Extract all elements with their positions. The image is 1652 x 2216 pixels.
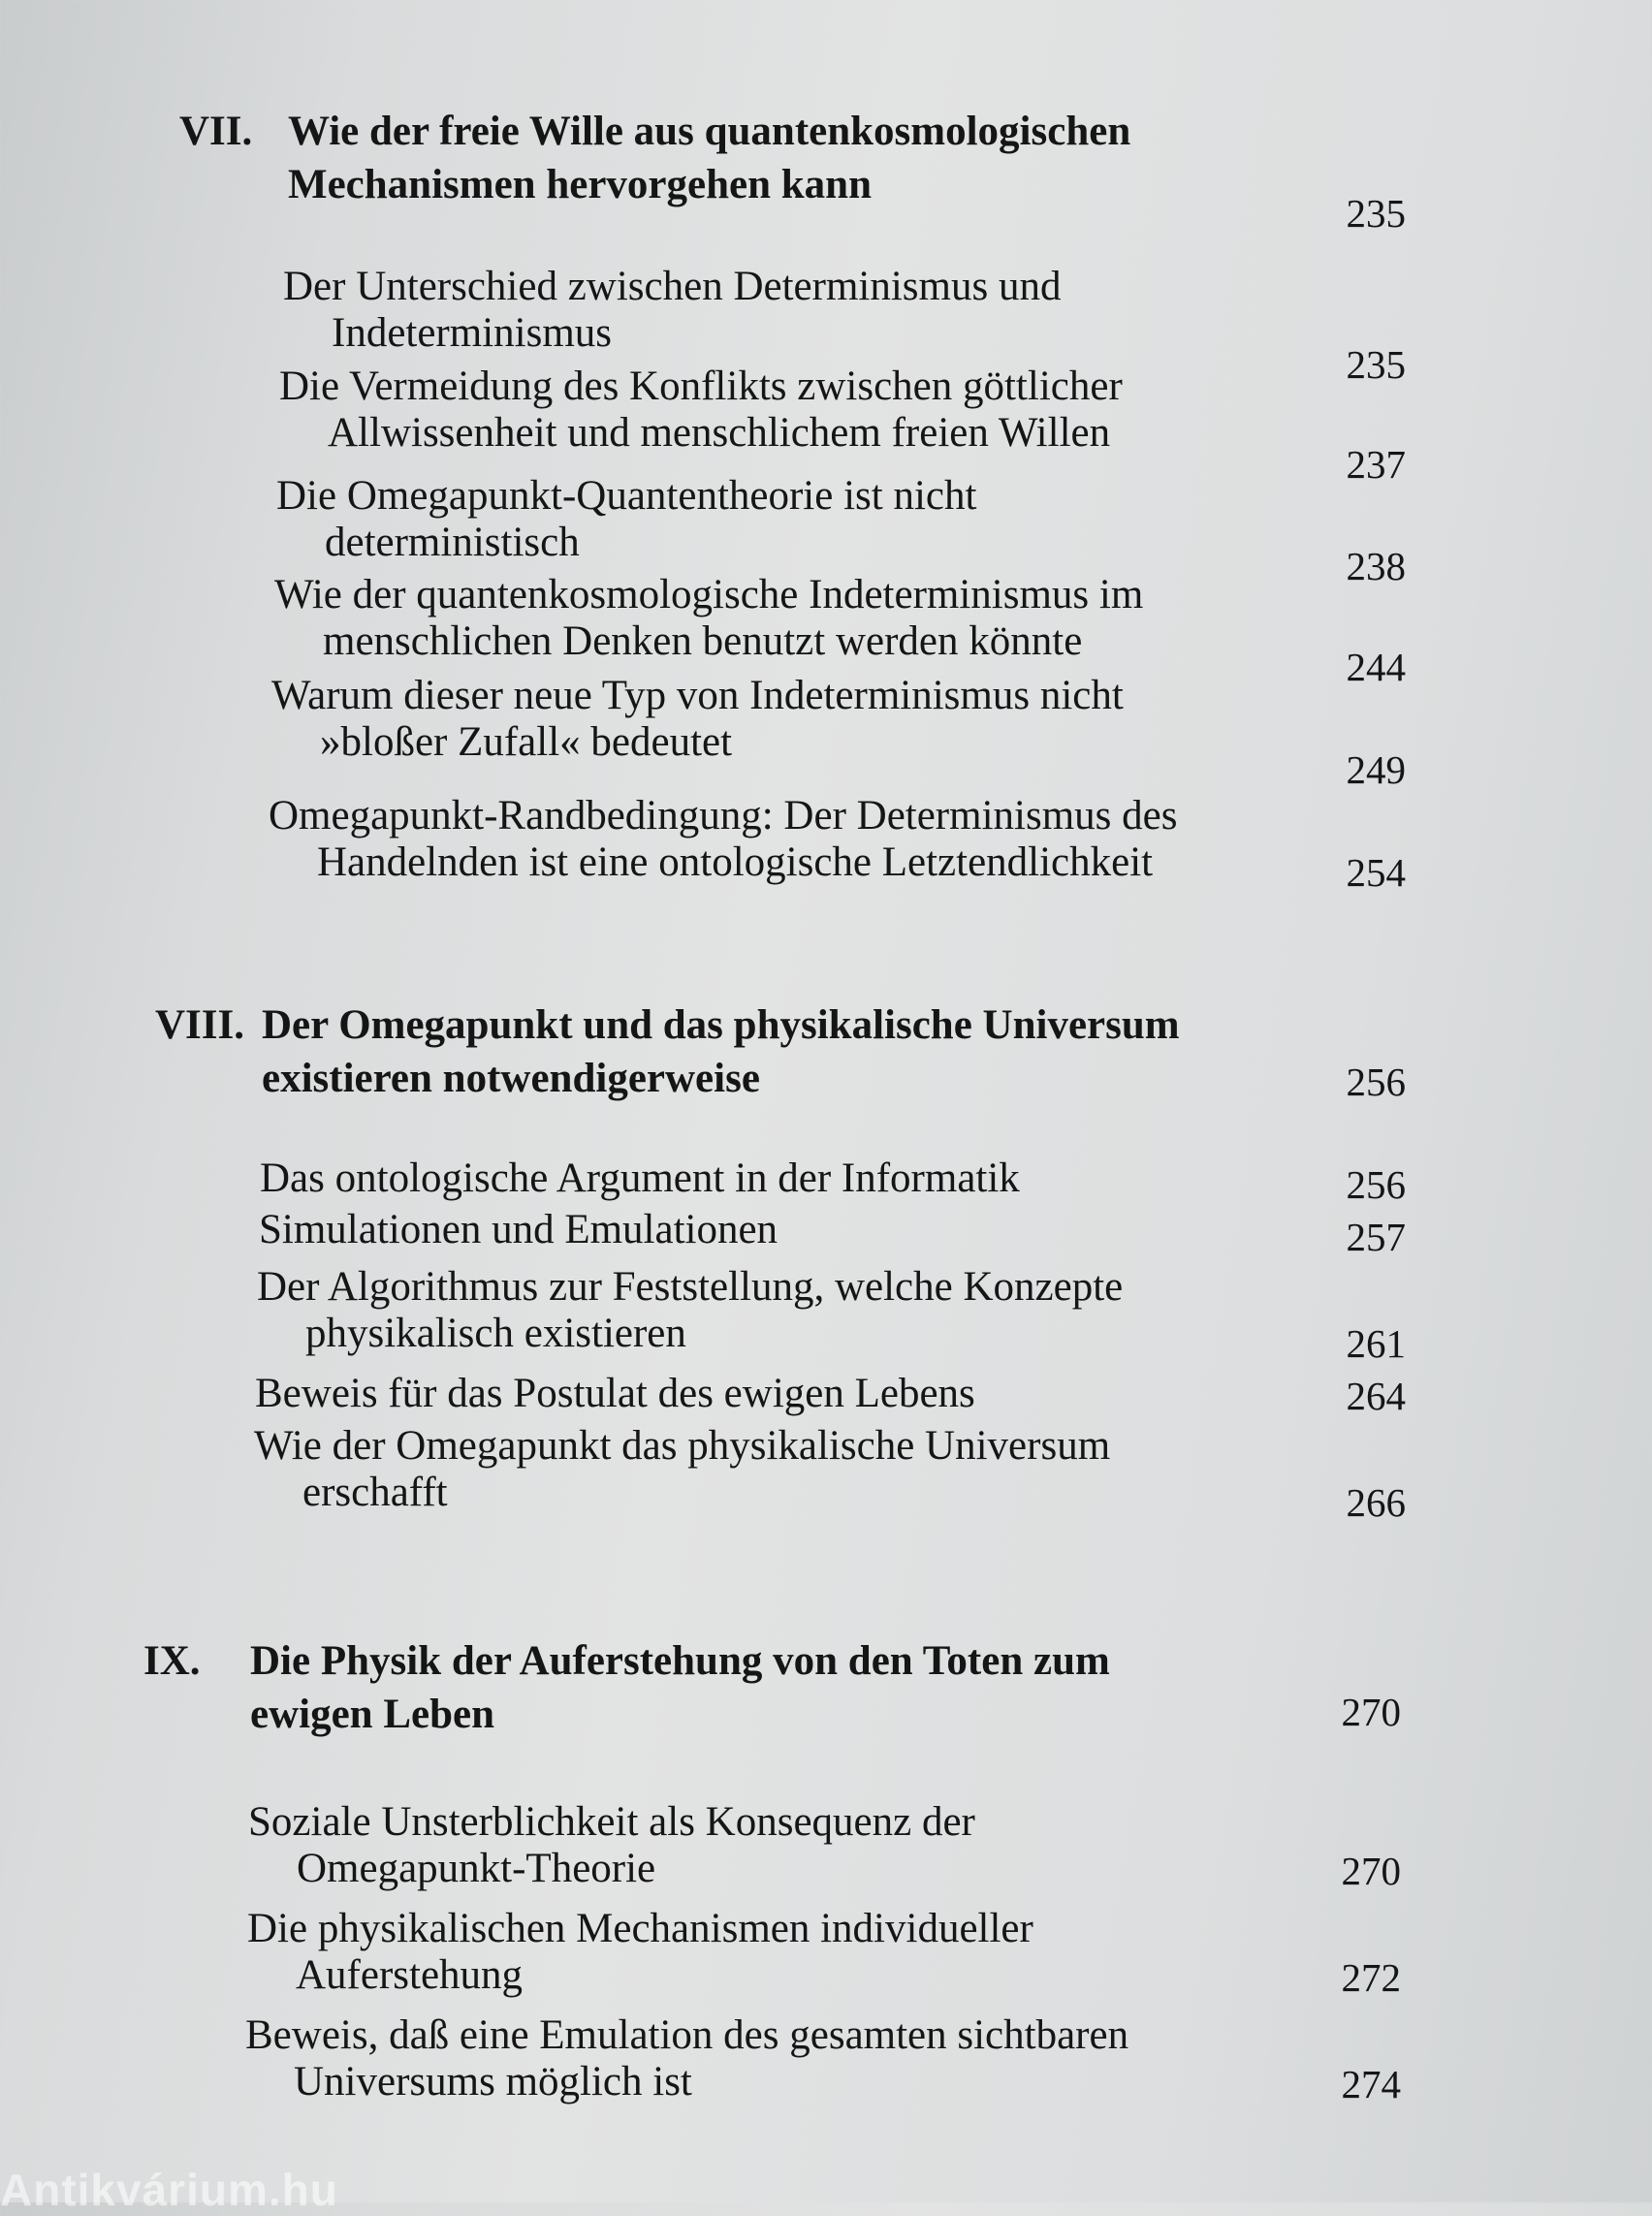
- toc-entry-text: Die physikalischen Mechanismen individueller: [247, 1906, 1033, 1951]
- chapter-number: IX.: [143, 1638, 201, 1684]
- toc-entry-text-continued: deterministisch: [325, 520, 580, 565]
- toc-entry-text-continued: menschlichen Denken benutzt werden könnte: [323, 618, 1083, 664]
- toc-entry-text: Simulationen und Emulationen: [259, 1207, 778, 1252]
- chapter-page-number: 256: [1346, 1060, 1406, 1104]
- chapter-title: Der Omegapunkt und das physikalische Universum existieren notwendigerweise: [262, 1002, 1180, 1101]
- toc-entry-text-continued: physikalisch existieren: [305, 1311, 686, 1356]
- chapter-page-number: 270: [1341, 1690, 1401, 1734]
- toc-entry-text-continued: Omegapunkt-Theorie: [297, 1846, 656, 1891]
- toc-entry-text: Beweis, daß eine Emulation des gesamten sichtbaren: [245, 2012, 1129, 2058]
- toc-entry-text-continued: erschafft: [302, 1470, 448, 1515]
- toc-entry-text: Soziale Unsterblichkeit als Konsequenz der: [248, 1799, 975, 1845]
- toc-entry-text: Der Algorithmus zur Feststellung, welche Konzepte: [257, 1264, 1124, 1310]
- chapter-page-number: 235: [1346, 191, 1406, 236]
- toc-entry: [279, 364, 1123, 457]
- toc-entry-page: 270: [1341, 1849, 1401, 1893]
- toc-entry: [248, 1799, 975, 1892]
- toc-entry-text: Die Omegapunkt-Quantentheorie ist nicht: [276, 473, 977, 519]
- toc-entry: [260, 1155, 1020, 1202]
- toc-entry-text-continued: Auferstehung: [296, 1952, 524, 1998]
- toc-entry-page: 266: [1346, 1480, 1406, 1525]
- toc-entry-page: 256: [1346, 1162, 1406, 1207]
- toc-entry-text-continued: Handelnden ist eine ontologische Letztendlichkeit: [317, 839, 1154, 885]
- toc-entry-text-continued: »bloßer Zufall« bedeutet: [320, 719, 733, 765]
- toc-entry-text: Wie der quantenkosmologische Indeterminismus im: [274, 572, 1144, 617]
- toc-entry: [254, 1423, 1110, 1516]
- chapter-number: VIII.: [155, 1002, 245, 1048]
- toc-entry-page: 238: [1346, 544, 1406, 588]
- toc-entry-text: Warum dieser neue Typ von Indeterminismus nicht: [271, 673, 1124, 718]
- toc-entry-page: 254: [1346, 850, 1406, 895]
- toc-entry-page: 237: [1346, 442, 1406, 487]
- toc-entry: [274, 572, 1143, 665]
- toc-entry-text: Omegapunkt-Randbedingung: Der Determinismus des: [269, 793, 1178, 839]
- toc-entry: [245, 2012, 1128, 2105]
- toc-entry-page: 274: [1341, 2062, 1401, 2106]
- toc-entry-text-continued: Allwissenheit und menschlichem freien Willen: [328, 410, 1111, 456]
- toc-entry-page: 235: [1346, 342, 1406, 387]
- toc-entry: [257, 1264, 1123, 1357]
- toc-entry: [255, 1371, 975, 1417]
- toc-entry-text-continued: Indeterminismus: [332, 310, 613, 356]
- toc-entry-text: Das ontologische Argument in der Informatik: [260, 1155, 1020, 1201]
- toc-entry-page: 244: [1346, 645, 1406, 689]
- toc-entry: [276, 473, 976, 566]
- toc-entry-text: Die Vermeidung des Konflikts zwischen göttlicher: [279, 364, 1123, 409]
- toc-entry-page: 272: [1341, 1955, 1401, 2000]
- toc-entry: [247, 1906, 1033, 1999]
- toc-entry: [283, 264, 1061, 357]
- toc-entry-page: 261: [1346, 1321, 1406, 1366]
- toc-entry: [259, 1207, 778, 1253]
- toc-entry: [269, 793, 1177, 886]
- toc-entry-page: 257: [1346, 1215, 1406, 1259]
- toc-entry-text: Wie der Omegapunkt das physikalische Universum: [254, 1423, 1111, 1469]
- chapter-title: Die Physik der Auferstehung von den Toten zum ewigen Leben: [250, 1638, 1110, 1737]
- chapter-number: VII.: [179, 109, 253, 154]
- chapter-title: Wie der freie Wille aus quantenkosmologischen Mechanismen hervorgehen kann: [288, 109, 1131, 207]
- toc-entry-page: 264: [1346, 1374, 1406, 1418]
- watermark: Antikvárium.hu: [0, 2165, 338, 2215]
- toc-entry-page: 249: [1346, 747, 1406, 792]
- toc-entry: [271, 673, 1124, 766]
- toc-entry-text: Beweis für das Postulat des ewigen Lebens: [255, 1371, 975, 1416]
- toc-entry-text: Der Unterschied zwischen Determinismus und: [283, 264, 1062, 309]
- toc-entry-text-continued: Universums möglich ist: [294, 2059, 692, 2105]
